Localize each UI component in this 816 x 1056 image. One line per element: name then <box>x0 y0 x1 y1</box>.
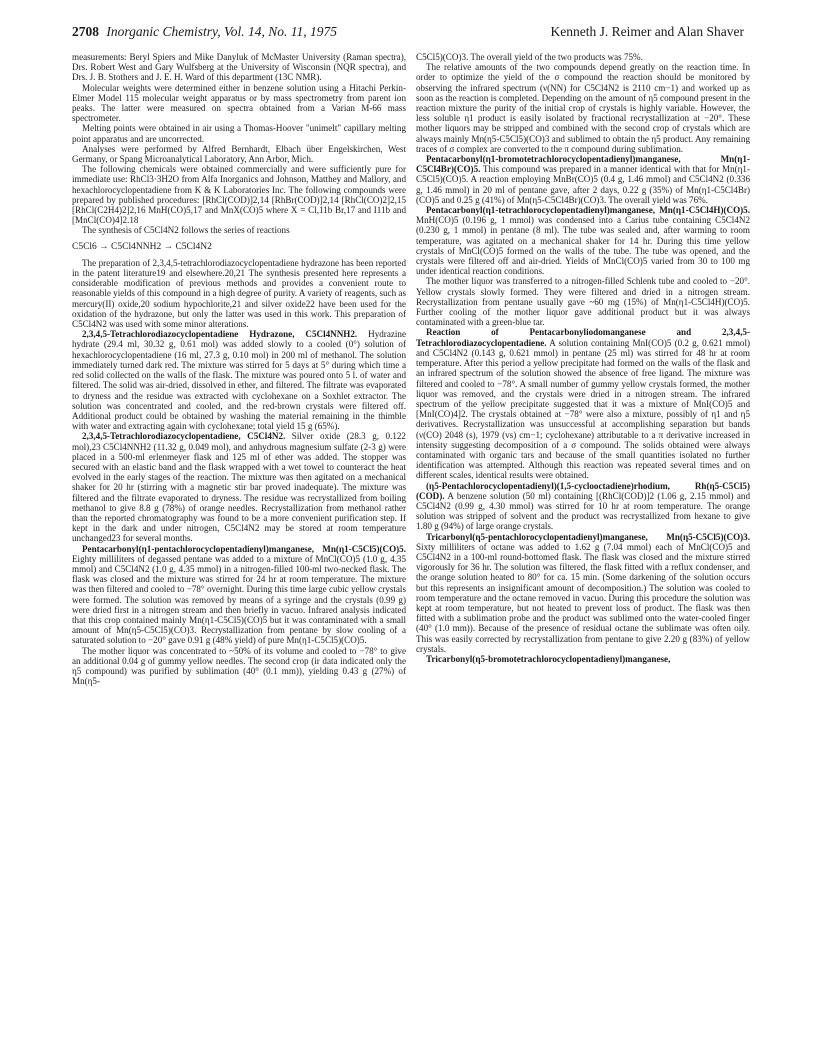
paragraph-text: The relative amounts of the two compounds depend greatly on the reaction time. In order to optimize the yield of the σ compound the reaction should be monitored by observing the infrared spectrum (ν(NN) for C5Cl4N2 is 2110 cm−1) and worked up as soon as the reaction is completed. Depending on the amount of η5 compound present in the reaction mixture the purity of the initial crop of crystals is highly variable. However, the less soluble η1 product is easily isolated by fractional recrystallization at −20°. These mother liquors may be stripped and combined with the second crop of crystals which are always mainly Mn(η5-C5Cl5)(CO)3 and sublimed to obtain the η5 product. Any remaining traces of σ complex are converted to the π compound during sublimation. <box>416 62 750 154</box>
paragraph <box>416 62 750 154</box>
paragraph-text: C5Cl5)(CO)3. The overall yield of the two products was 75%. <box>416 52 643 62</box>
paragraph-text: The mother liquor was concentrated to ~50% of its volume and cooled to −78° to give an additional 0.04 g of gummy yellow needles. The second crop (ir data indicated only the η5 compound) was purified by sublimation (40° (0.1 mm)), yielding 0.43 g (27%) of Mn(η5- <box>72 645 406 687</box>
paragraph <box>72 83 406 124</box>
running-header <box>72 24 744 44</box>
paragraph-text: Silver oxide (28.3 g, 0.122 mol),23 C5Cl4NNH2 (11.32 g, 0.049 mol), and anhydrous magnesium sulfate (2-3 g) were placed in a 500-ml erlenmeyer flask and 125 ml of ether was added. The stopper was secured with an elastic band and the flask wrapped with a wet towel to counteract the heat evolved in the early stages of the reaction. The mixture was then agitated on a mechanical shaker for 20 hr (stirring with a magnetic stir bar proved inadequate). The mixture was filtered and the filtrate evaporated to dryness. The residue was recrystallized from boiling methanol to give 8.8 g (78%) of orange needles. Recrystallization from methanol rather than the reported chromatography was found to be a more convenient purification step. If kept in the dark and under nitrogen, C5Cl4N2 may be stored at room temperature unchanged23 for several months. <box>72 431 406 544</box>
paragraph <box>416 276 750 327</box>
paragraph <box>72 431 406 543</box>
paragraph <box>72 225 406 235</box>
paragraph <box>72 164 406 225</box>
page-number: 2708 <box>72 24 99 39</box>
paragraph-text: Eighty milliliters of degassed pentane was added to a mixture of MnCl(CO)5 (1.0 g, 4.35 mmol) and C5Cl4N2 (1.0 g, 4.35 mmol) in a nitrogen-filled 100-ml two-necked flask. The flask was closed and the mixture was stirred for 24 hr at room temperature. The mixture was then filtered and cooled to −78° overnight. During this time large cubic yellow crystals were formed. The solution was removed by means of a syringe and the crystals (0.99 g) were dried first in a nitrogen stream and then briefly in vacuo. Infrared analysis indicated that this crop contained mainly Mn(η1-C5Cl5)(CO)5 but it was contaminated with a small amount of Mn(η5-C5Cl5)(CO)3. Recrystallization from pentane by slow cooling of a saturated solution to −20° gave 0.91 g (48% yield) of pure Mn(η1-C5Cl5)(CO)5. <box>72 553 406 646</box>
paragraph-text: Melting points were obtained in air using a Thomas-Hoover "unimelt" capillary melting point apparatus and are uncorrected. <box>72 123 406 144</box>
section-heading: Tricarbonyl(η5-pentachlorocyclopentadienyl)manganese, Mn(η5-C5Cl5)(CO)3. <box>426 531 750 542</box>
paragraph-text: The following chemicals were obtained commercially and were sufficiently pure for immediate use: RhCl3·3H2O from Alfa Inorganics and Johnson, Matthey and Mallory, and hexachlorocyclopentadiene from K & K Laboratories Inc. The following compounds were prepared by published procedures: [RhCl(COD)]2,14 [RhBr(COD)]2,14 [RhCl(CO)2]2,15 [RhCl(C2H4)2]2,16 MnH(CO)5,17 and MnX(CO)5 where X = Cl,11b Br,17 and I11b and [MnCl(CO)4]2.18 <box>72 164 406 226</box>
section-heading: (η5-Pentachlorocyclopentadienyl)(1,5-cyclooctadiene)rhodium, Rh(η5-C5Cl5)(COD). <box>416 480 750 501</box>
section-heading: Pentacarbonyl(η1-tetrachlorocyclopentadienyl)manganese, Mn(η1-C5Cl4H)(CO)5. <box>426 205 750 216</box>
paragraph <box>416 327 750 480</box>
paragraph <box>416 654 750 664</box>
paragraph-text: Hydrazine hydrate (29.4 ml, 30.32 g, 0.61 mol) was added slowly to a cooled (0°) solution of hexachlorocyclopentadiene (16 ml, 27.3 g, 0.10 mol) in 200 ml of methanol. The solution immediately turned dark red. The mixture was stirred for 5 days at 5° during which time a red solid collected on the walls of the flask. The mixture was poured onto 5 l. of water and filtered. The solid was air-dried, dissolved in ether, and filtered. The filtrate was evaporated to dryness and the residue was extracted with cyclohexane on a Soxhlet extractor. The solution was concentrated and cooled, and the red-brown crystals were filtered off. Additional product could be obtained by washing the material remaining in the thimble with water and extracting again with cyclohexane; total yield 15 g (65%). <box>72 329 406 432</box>
reaction-equation: C5Cl6 → C5Cl4NNH2 → C5Cl4N2 <box>72 241 212 252</box>
paragraph-text: measurements: Beryl Spiers and Mike Danyluk of McMaster University (Raman spectra), Drs. Robert West and Gary Wulfsberg at the University of Wisconsin (NQR spectra), and Drs. J. B. Stothers and J. E. H. Ward of this department (13C NMR). <box>72 52 406 83</box>
paragraph <box>416 154 750 205</box>
paragraph <box>72 258 406 329</box>
section-heading: Tricarbonyl(η5-bromotetrachlorocyclopentadienyl)manganese, <box>426 653 671 664</box>
paragraph-text: MnH(CO)5 (0.196 g, 1 mmol) was condensed into a Carius tube containing C5Cl4N2 (0.230 g, 1 mmol) in pentane (8 ml). The tube was sealed and, after warming to room temperature, was agitated on a mechanical shaker for 14 hr. During this time yellow crystals of MnCl(CO)5 formed on the walls of the tube. The tube was opened, and the crystals were filtered off and air-dried. Yields of MnCl(CO)5 varied from 30 to 100 mg under identical reaction conditions. <box>416 215 750 277</box>
paragraph <box>72 144 406 164</box>
paragraph <box>72 329 406 431</box>
section-heading: Reaction of Pentacarbonyliodomanganese and 2,3,4,5-Tetrachlorodiazocyclopentadiene. <box>416 327 750 348</box>
paragraph-text: The preparation of 2,3,4,5-tetrachlorodiazocyclopentadiene hydrazone has been reported in the patent literature19 and elsewhere.20,21 The synthesis presented here represents a considerable modification of previous methods and provides a convenient route to reasonable yields of this compound in a high degree of purity. A variety of reagents, such as mercury(II) oxide,20 sodium hypochlorite,21 and silver oxide22 have been used for the oxidation of the hydrazone, but only the latter was used in this work. This preparation of C5Cl4N2 was used with some minor alterations. <box>72 257 406 330</box>
right-column <box>416 52 750 1048</box>
paragraph-text: The mother liquor was transferred to a nitrogen-filled Schlenk tube and cooled to −20°. Yellow crystals slowly formed. They were filtered and dried in a nitrogen stream. Recrystallization from pentane usually gave ~60 mg (15%) of Mn(η1-C5Cl4H)(CO)5. Further cooling of the mother liquor gave additional product but it was always contaminated with a green-blue tar. <box>416 276 750 328</box>
paragraph-text: Molecular weights were determined either in benzene solution using a Hitachi Perkin-Elmer Model 115 molecular weight apparatus or by mass spectrometry from parent ion peaks. The latter were measured on spectra obtained from a Varian M-66 mass spectrometer. <box>72 82 406 124</box>
paragraph <box>416 532 750 654</box>
paragraph-text: The synthesis of C5Cl4N2 follows the series of reactions <box>82 225 290 236</box>
section-heading: Pentacarbonyl(η1-bromotetrachlorocyclopentadienyl)manganese, Mn(η1-C5Cl4Br)(CO)5. <box>416 154 750 175</box>
left-column <box>72 52 406 1048</box>
paragraph-text: A solution containing MnI(CO)5 (0.2 g, 0.621 mmol) and C5Cl4N2 (0.143 g, 0.621 mmol) in pentane (25 ml) was stirred for 48 hr at room temperature. After this period a yellow precipitate had formed on the walls of the flask and an infrared spectrum of the solution showed the absence of free ligand. The mixture was filtered and cooled to −78°. A small number of gummy yellow crystals formed, the mother liquor was removed, and the crystals were dried in a nitrogen stream. The infrared spectrum of the yellow precipitate suggested that it was a mixture of MnI(CO)5 and [MnI(CO)4]2. The crystals obtained at −78° were also a mixture, possibly of η1 and η5 derivatives. Recrystallization was unsuccessful at accomplishing separation but bands (ν(CO) 2048 (s), 1979 (vs) cm−1; cyclohexane) attributable to a π derivative increased in intensity suggesting decomposition of a σ compound. The solids obtained were always contaminated with organic tars and because of the small quantities isolated no further identification was attempted. Although this reaction was repeated several times and on different scales, identical results were obtained. <box>416 337 750 481</box>
section-heading: 2,3,4,5-Tetrachlorodiazocyclopentadiene Hydrazone, C5Cl4NNH2. <box>82 329 358 340</box>
paragraph <box>72 646 406 687</box>
authors: Kenneth J. Reimer and Alan Shaver <box>550 24 744 39</box>
paragraph <box>72 544 406 646</box>
section-heading: Pentacarbonyl(η1-pentachlorocyclopentadienyl)manganese, Mn(η1-C5Cl5)(CO)5. <box>82 543 406 554</box>
section-heading: 2,3,4,5-Tetrachlorodiazocyclopentadiene, C5Cl4N2. <box>82 431 286 442</box>
paragraph <box>72 52 406 83</box>
paragraph-text: Analyses were performed by Alfred Bernhardt, Elbach über Engelskirchen, West Germany, or Spang Microanalytical Laboratory, Ann Arbor, Mich. <box>72 143 406 165</box>
paragraph-text: This compound was prepared in a manner identical with that for Mn(η1-C5Cl5)(CO)5. A reaction employing MnBr(CO)5 (0.4 g, 1.46 mmol) and C5Cl4N2 (0.336 g, 1.46 mmol) in 20 ml of pentane gave, after 2 days, 0.22 g (35%) of Mn(η1-C5Cl4Br)(CO)5 and 0.25 g (41%) of Mn(η5-C5Cl4Br)(CO)3. The overall yield was 76%. <box>416 164 750 205</box>
paragraph <box>416 205 750 276</box>
paragraph <box>416 481 750 532</box>
paragraph <box>416 52 750 62</box>
journal-citation: Inorganic Chemistry, Vol. 14, No. 11, 1975 <box>106 24 337 39</box>
paragraph-text: A benzene solution (50 ml) containing [(RhCl(COD)]2 (1.06 g, 2.15 mmol) and C5Cl4N2 (0.99 g, 4.30 mmol) was stirred for 10 hr at room temperature. The orange solution was stripped of solvent and the product was recrystallized from hexane to give 1.80 g (94%) of large orange crystals. <box>416 490 750 532</box>
paragraph-text: Sixty milliliters of octane was added to 1.62 g (7.04 mmol) each of MnCl(CO)5 and C5Cl4N2 in a 100-ml round-bottomed flask. The flask was closed and the mixture stirred vigorously for 36 hr. The solution was filtered, the flask fitted with a reflux condenser, and the orange solution heated to 80° for ca. 15 min. (Some darkening of the solution occurs but this represents an insignificant amount of decomposition.) The solution was cooled to room temperature and the octane removed in vacuo. During this procedure the solution was kept at room temperature, but not heated to prevent loss of product. The flask was then fitted with a sublimation probe and the product was sublimed onto the water-cooled finger (40° (1.0 mm)). Because of the presence of residual octane the sublimate was often oily. This was easily corrected by recrystallization from pentane to give 2.20 g (83%) of yellow crystals. <box>416 541 750 654</box>
paragraph <box>72 123 406 143</box>
